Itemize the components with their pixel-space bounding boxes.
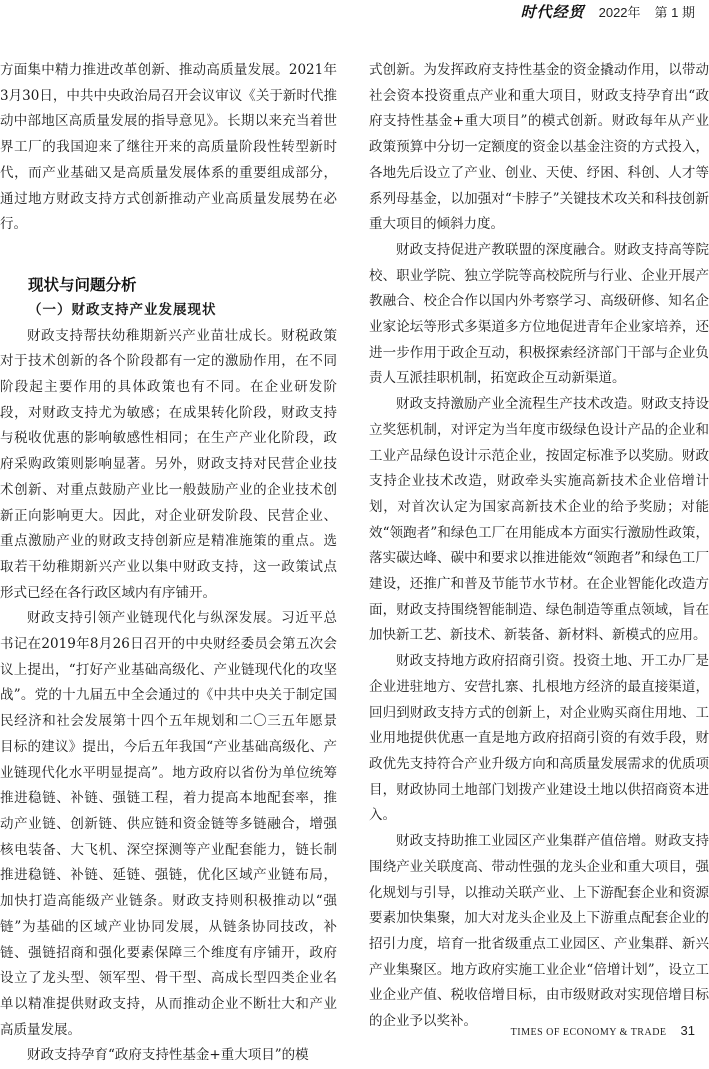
section-heading: 现状与问题分析: [28, 275, 137, 294]
body-paragraph-5: 财政支持激励产业全流程生产技术改造。财政支持设立奖惩机制，对评定为当年度市级绿色设计产品的企业和工业产品绿色设计示范企业，按固定标准予以奖励。财政支持企业技术改造，财政牵头实施高新技术企业倍增计划，对首次认定为国家高新技术企业的给予奖励；对能效“领跑者”和绿色工厂在用能成本方面实行激励性政策，落实碳达峰、碳中和要求以推进能效“领跑者”和绿色工厂建设，还推广和普及节能节水节材。在企业智能化改造方面，财政支持围绕智能制造、绿色制造等重点领域，旨在加快新工艺、新技术、新装备、新材料、新模式的应用。: [369, 396, 709, 644]
body-paragraph-6: 财政支持地方政府招商引资。投资土地、开工办厂是企业进驻地方、安营扎寨、扎根地方经济的最直接渠道，回归到财政支持方式的创新上，对企业购买商住用地、工业用地提供优惠一直是地方政府招商引资的有效手段，财政优先支持符合产业升级方向和高质量发展需求的优质项目，财政协同土地部门划拨产业建设土地以供招商资本进入。: [369, 653, 709, 824]
page-footer: [511, 1023, 695, 1038]
header-issue: 第 1 期: [654, 4, 695, 20]
body-paragraph-1: 财政支持帮扶幼稚期新兴产业苗壮成长。财税政策对于技术创新的各个阶段都有一定的激励作用，在不同阶段起主要作用的具体政策也有不同。在企业研发阶段，对财政支持尤为敏感；在成果转化阶段，财政支持与税收优惠的影响敏感性相同；在生产产业化阶段，政府采购政策则影响显著。另外，财政支持对民营企业技术创新、对重点鼓励产业比一般鼓励产业的企业技术创新正向影响更大。因此，对企业研发阶段、民营企业、重点激励产业的财政支持创新应是精准施策的重点。选取若干幼稚期新兴产业以集中财政支持，这一政策试点形式已经在各行政区域内有序铺开。: [0, 327, 337, 601]
right-column: [369, 58, 709, 1035]
body-paragraph-2: 财政支持引领产业链现代化与纵深发展。习近平总书记在2019年8月26日召开的中央财经委员会第五次会议上提出，“打好产业基础高级化、产业链现代化的攻坚战”。党的十九届五中全会通过的《中共中央关于制定国民经济和社会发展第十四个五年规划和二〇三五年愿景目标的建议》提出，今后五年我国“产业基础高级化、产业链现代化水平明显提高”。地方政府以省份为单位统筹推进稳链、补链、强链工程，着力提高本地配套率，推动产业链、创新链、供应链和资金链等多链融合，增强核电装备、大飞机、深空探测等产业配套能力，链长制推进稳链、补链、延链、强链，优化区域产业链布局，加快打造高能级产业链条。财政支持则积极推动以“强链”为基础的区域产业协同发展，从链条协同技改，补链、强链招商和强化要素保障三个维度有序铺开，政府设立了龙头型、领军型、骨干型、高成长型四类企业名单以精准提供财政支持，从而推动企业不断壮大和产业高质量发展。: [0, 610, 337, 1038]
page-number: 31: [680, 1023, 695, 1038]
body-paragraph-3-continued: 式创新。为发挥政府支持性基金的资金撬动作用，以带动社会资本投资重点产业和重大项目，财政支持孕育出“政府支持性基金+重大项目”的模式创新。财政每年从产业政策预算中分切一定额度的资金以基金注资的方式投入，各地先后设立了产业、创业、天使、纾困、科创、人才等系列母基金，以加强对“卡脖子”关键技术攻关和科技创新重大项目的倾斜力度。: [369, 62, 709, 233]
journal-logo: 时代经贸: [520, 2, 585, 21]
body-paragraph-4: 财政支持促进产教联盟的深度融合。财政支持高等院校、职业学院、独立学院等高校院所与行业、企业开展产教融合、校企合作以国内外考察学习、高级研修、知名企业家论坛等形式多渠道多方位地促进青年企业家培养，还进一步作用于政企互动，积极探索经济部门干部与企业负责人互派挂职机制，拓宽政企互动新渠道。: [369, 241, 709, 387]
left-column: [0, 58, 337, 1069]
header-year: 2022年: [598, 4, 641, 20]
body-paragraph-7: 财政支持助推工业园区产业集群产值倍增。财政支持围绕产业关联度高、带动性强的龙头企业和重大项目，强化规划与引导，以推动关联产业、上下游配套企业和资源要素加快集聚，加大对龙头企业及上下游重点配套企业的招引力度，培育一批省级重点工业园区、产业集群、新兴产业集聚区。地方政府实施工业企业“倍增计划”，设立工业企业产值、税收倍增目标，由市级财政对实现倍增目标的企业予以奖补。: [369, 833, 709, 1030]
page-header: [0, 0, 709, 22]
intro-paragraph: 方面集中精力推进改革创新、推动高质量发展。2021年3月30日，中共中央政治局召开会议审议《关于新时代推动中部地区高质量发展的指导意见》。长期以来充当着世界工厂的我国迎来了继往开来的高质量阶段性转型新时代，而产业基础又是高质量发展体系的重要组成部分，通过地方财政支持方式创新推动产业高质量发展势在必行。: [0, 62, 337, 233]
body-paragraph-3-start: 财政支持孕育“政府支持性基金+重大项目”的模: [27, 1047, 309, 1064]
footer-journal-name: TIMES OF ECONOMY & TRADE: [510, 1027, 667, 1038]
subsection-heading: （一）财政支持产业发展现状: [28, 301, 217, 318]
